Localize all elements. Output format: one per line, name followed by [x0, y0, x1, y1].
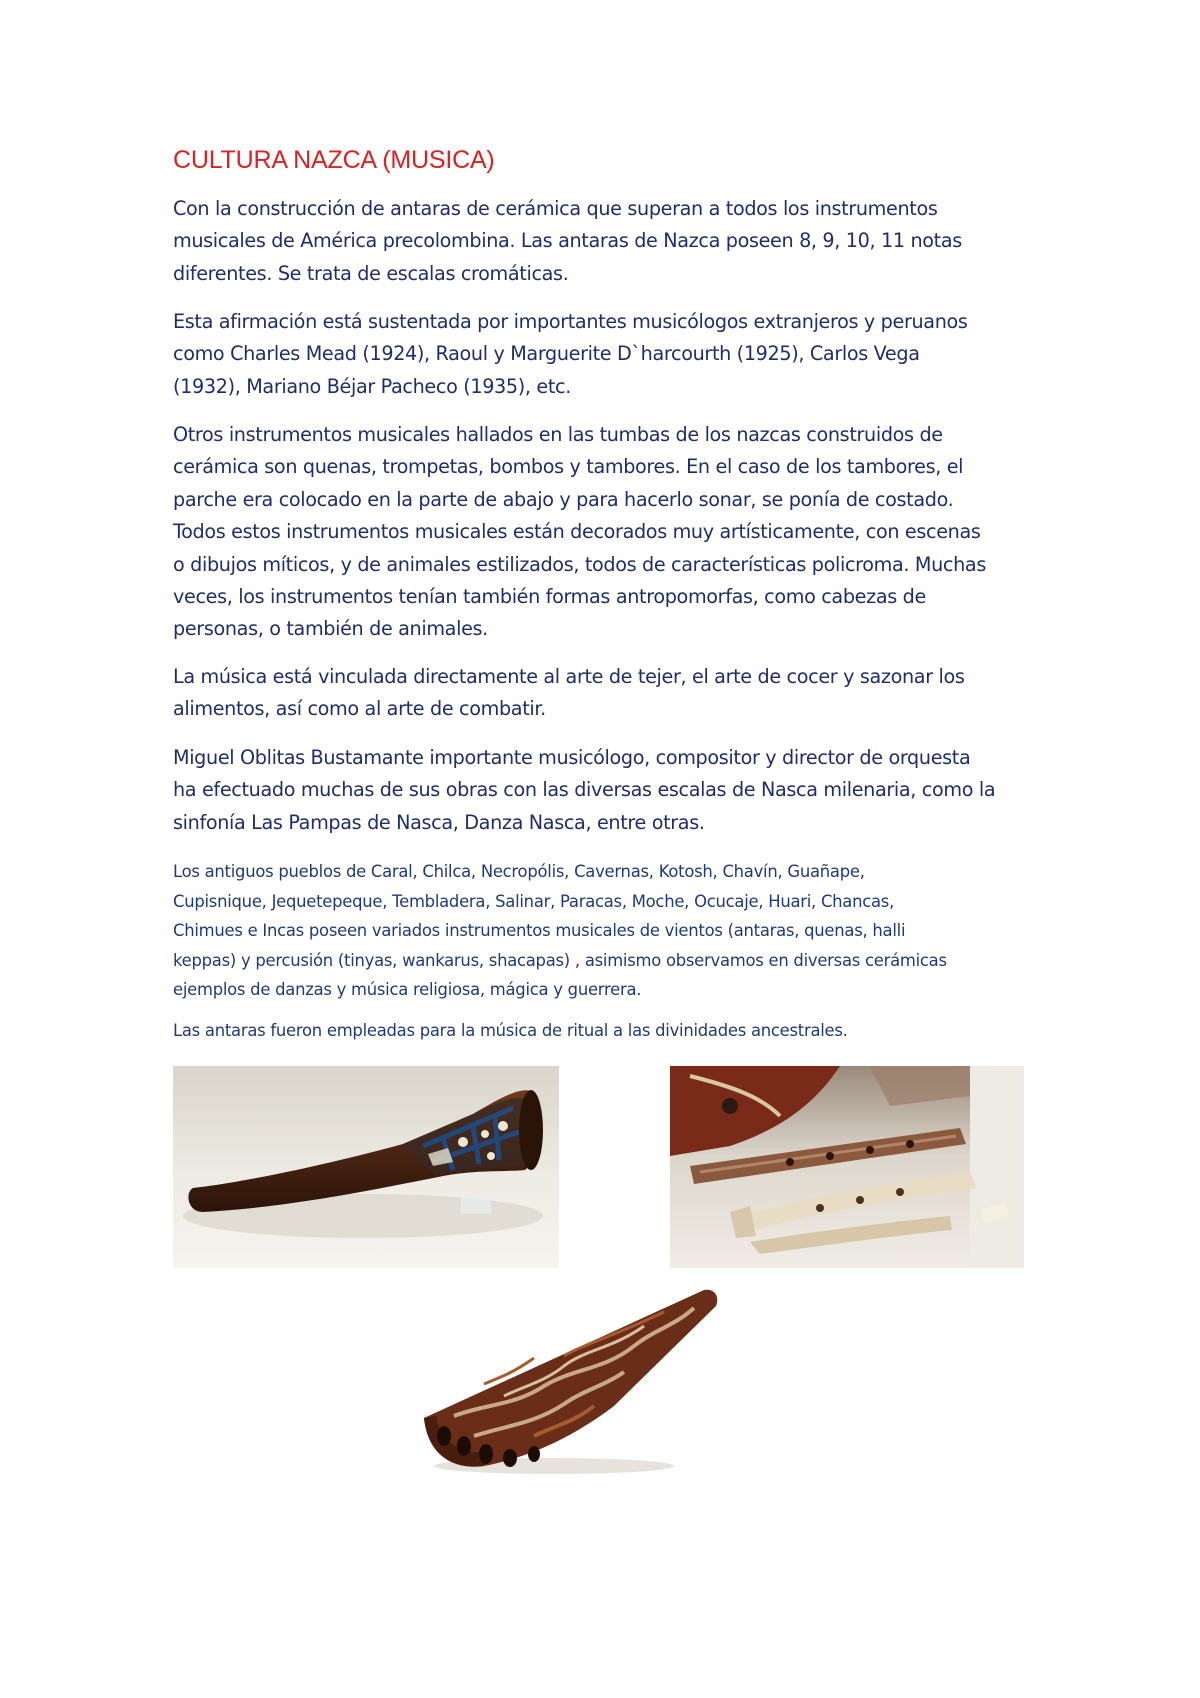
paragraph-music-arts	[173, 661, 1053, 726]
text-line: Miguel Oblitas Bustamante importante musicólogo, compositor y director de orquesta	[173, 746, 971, 769]
text-line: ha efectuado muchas de sus obras con las diversas escalas de Nasca milenaria, como la	[173, 778, 996, 802]
text-line: o dibujos míticos, y de animales estilizados, todos de características policroma. Muchas	[173, 552, 986, 576]
text-line: Las antaras fueron empleadas para la música de ritual a las divinidades ancestrales.	[173, 1021, 848, 1040]
text-line: La música está vinculada directamente al arte de tejer, el arte de cocer y sazonar los	[173, 665, 965, 688]
paragraph-musicologists	[173, 306, 1053, 403]
paragraph-ancient-peoples	[173, 857, 1053, 1005]
text-line: veces, los instrumentos tenían también formas antropomorfas, como cabezas de	[173, 585, 926, 609]
paragraph-antaras	[173, 193, 1053, 290]
text-line: Todos estos instrumentos musicales están decorados muy artísticamente, con escenas	[173, 520, 981, 544]
text-line: Con la construcción de antaras de cerámica que superan a todos los instrumentos	[173, 197, 938, 220]
text-line: alimentos, así como al arte de combatir.	[173, 697, 546, 721]
text-line: keppas) y percusión (tinyas, wankarus, shacapas) , asimismo observamos en diversas cerámicas	[173, 950, 947, 970]
text-line: Chimues e Incas poseen variados instrumentos musicales de vientos (antaras, quenas, halli	[173, 921, 906, 940]
paragraph-instruments	[173, 419, 1053, 646]
text-line: Esta afirmación está sustentada por importantes musicólogos extranjeros y peruanos	[173, 310, 968, 333]
paragraph-oblitas	[173, 742, 1053, 839]
text-line: como Charles Mead (1924), Raoul y Marguerite D`harcourth (1925), Carlos Vega	[173, 342, 920, 366]
page-title: CULTURA NAZCA (MUSICA)	[173, 146, 495, 174]
text-line: diferentes. Se trata de escalas cromáticas.	[173, 261, 569, 285]
text-line: Otros instrumentos musicales hallados en las tumbas de los nazcas construidos de	[173, 423, 943, 446]
text-line: Cupisnique, Jequetepeque, Tembladera, Salinar, Paracas, Moche, Ocucaje, Huari, Chancas,	[173, 891, 895, 911]
text-line: cerámica son quenas, trompetas, bombos y tambores. En el caso de los tambores, el	[173, 455, 964, 479]
text-line: personas, o también de animales.	[173, 617, 488, 641]
text-line: ejemplos de danzas y música religiosa, mágica y guerrera.	[173, 980, 642, 999]
ceramic-antara-photo	[414, 1286, 724, 1481]
text-line: musicales de América precolombina. Las antaras de Nazca poseen 8, 9, 10, 11 notas	[173, 229, 962, 253]
text-line: (1932), Mariano Béjar Pacheco (1935), etc.	[173, 374, 571, 398]
bone-quenas-photo	[670, 1066, 1024, 1268]
paragraph-antaras-ritual	[173, 1016, 1053, 1046]
text-line: parche era colocado en la parte de abajo y para hacerlo sonar, se ponía de costado.	[173, 487, 954, 511]
text-line: Los antiguos pueblos de Caral, Chilca, Necropólis, Cavernas, Kotosh, Chavín, Guañape,	[173, 862, 865, 881]
text-line: sinfonía Las Pampas de Nasca, Danza Nasca, entre otras.	[173, 810, 705, 834]
ceramic-trumpet-photo	[173, 1066, 559, 1268]
